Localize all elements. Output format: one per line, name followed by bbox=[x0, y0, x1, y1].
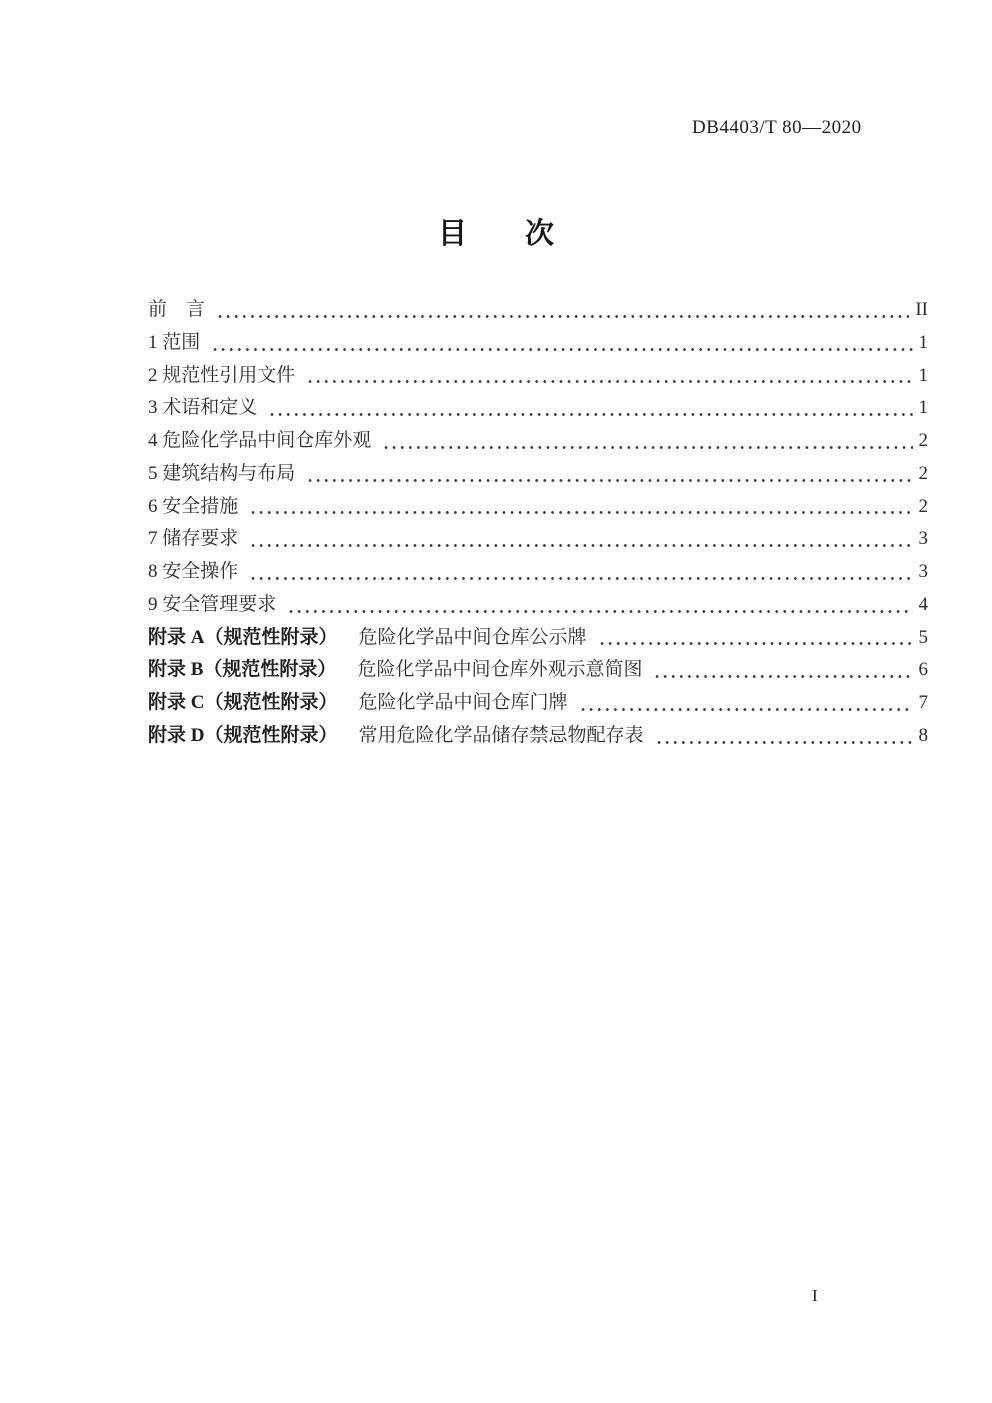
dot-leader bbox=[596, 622, 913, 655]
dot-leader bbox=[214, 294, 909, 327]
toc-row bbox=[148, 654, 928, 687]
toc-entry-label: 前 言 bbox=[148, 299, 206, 320]
toc-entry-label: 9 安全管理要求 bbox=[148, 593, 277, 615]
toc-row bbox=[148, 523, 928, 556]
toc-entry-page: 2 bbox=[918, 462, 928, 484]
dot-leader bbox=[651, 654, 912, 687]
toc-entry-page: 7 bbox=[918, 692, 928, 713]
toc-entry-page: 2 bbox=[918, 430, 928, 451]
toc-entry-label: 3 术语和定义 bbox=[148, 397, 258, 419]
toc-entry-subtitle: 危险化学品中间仓库门牌 bbox=[358, 692, 568, 713]
toc-entry-page: 1 bbox=[918, 331, 928, 353]
toc-entry-label: 2 规范性引用文件 bbox=[148, 364, 296, 386]
dot-leader bbox=[380, 425, 912, 458]
toc-row bbox=[148, 622, 928, 655]
toc-entry-page: 2 bbox=[918, 495, 928, 517]
dot-leader bbox=[304, 360, 912, 393]
toc-entry-page: 3 bbox=[918, 528, 928, 550]
dot-leader bbox=[209, 327, 912, 360]
toc-row bbox=[148, 327, 928, 360]
toc-entry-label: 5 建筑结构与布局 bbox=[148, 462, 296, 484]
standard-number: DB4403/T 80—2020 bbox=[692, 117, 862, 138]
toc-entry-page: 6 bbox=[918, 659, 928, 681]
toc-entry-label: 附录 A（规范性附录） bbox=[148, 626, 338, 648]
toc-entry-page: 1 bbox=[918, 364, 928, 386]
toc-row bbox=[148, 360, 928, 393]
toc-row bbox=[148, 294, 928, 327]
toc-entry-page: 8 bbox=[918, 724, 928, 746]
dot-leader bbox=[247, 523, 912, 556]
toc-entry-label: 1 范围 bbox=[148, 331, 201, 353]
dot-leader bbox=[266, 392, 912, 425]
toc-entry-subtitle: 常用危险化学品储存禁忌物配存表 bbox=[358, 724, 644, 746]
toc-entry-page: II bbox=[915, 299, 928, 320]
toc-row bbox=[148, 556, 928, 589]
page-title: 目 次 bbox=[437, 218, 554, 250]
toc-row bbox=[148, 491, 928, 524]
toc-entry-label: 7 储存要求 bbox=[148, 528, 239, 550]
toc-entry-label: 附录 C（规范性附录） bbox=[148, 692, 338, 713]
toc-row bbox=[148, 392, 928, 425]
toc-entry-page: 3 bbox=[918, 561, 928, 582]
toc-entry-label: 8 安全操作 bbox=[148, 561, 239, 582]
toc-list bbox=[148, 294, 928, 753]
dot-leader bbox=[247, 556, 912, 589]
toc-row bbox=[148, 720, 928, 753]
toc-row bbox=[148, 425, 928, 458]
footer-page-number: I bbox=[812, 1286, 818, 1305]
dot-leader bbox=[285, 589, 912, 622]
toc-entry-label: 4 危险化学品中间仓库外观 bbox=[148, 430, 372, 451]
toc-entry-page: 4 bbox=[918, 593, 928, 615]
toc-entry-label: 6 安全措施 bbox=[148, 495, 239, 517]
dot-leader bbox=[304, 458, 912, 491]
toc-entry-page: 1 bbox=[918, 397, 928, 419]
toc-entry-label: 附录 D（规范性附录） bbox=[148, 724, 338, 746]
toc-entry-subtitle: 危险化学品中间仓库外观示意简图 bbox=[357, 659, 643, 681]
toc-row bbox=[148, 687, 928, 720]
dot-leader bbox=[247, 491, 912, 524]
toc-row bbox=[148, 589, 928, 622]
toc-entry-subtitle: 危险化学品中间仓库公示牌 bbox=[358, 626, 587, 648]
dot-leader bbox=[653, 720, 913, 753]
toc-row bbox=[148, 458, 928, 491]
dot-leader bbox=[577, 687, 913, 720]
toc-entry-label: 附录 B（规范性附录） bbox=[148, 659, 337, 681]
toc-entry-page: 5 bbox=[918, 626, 928, 648]
